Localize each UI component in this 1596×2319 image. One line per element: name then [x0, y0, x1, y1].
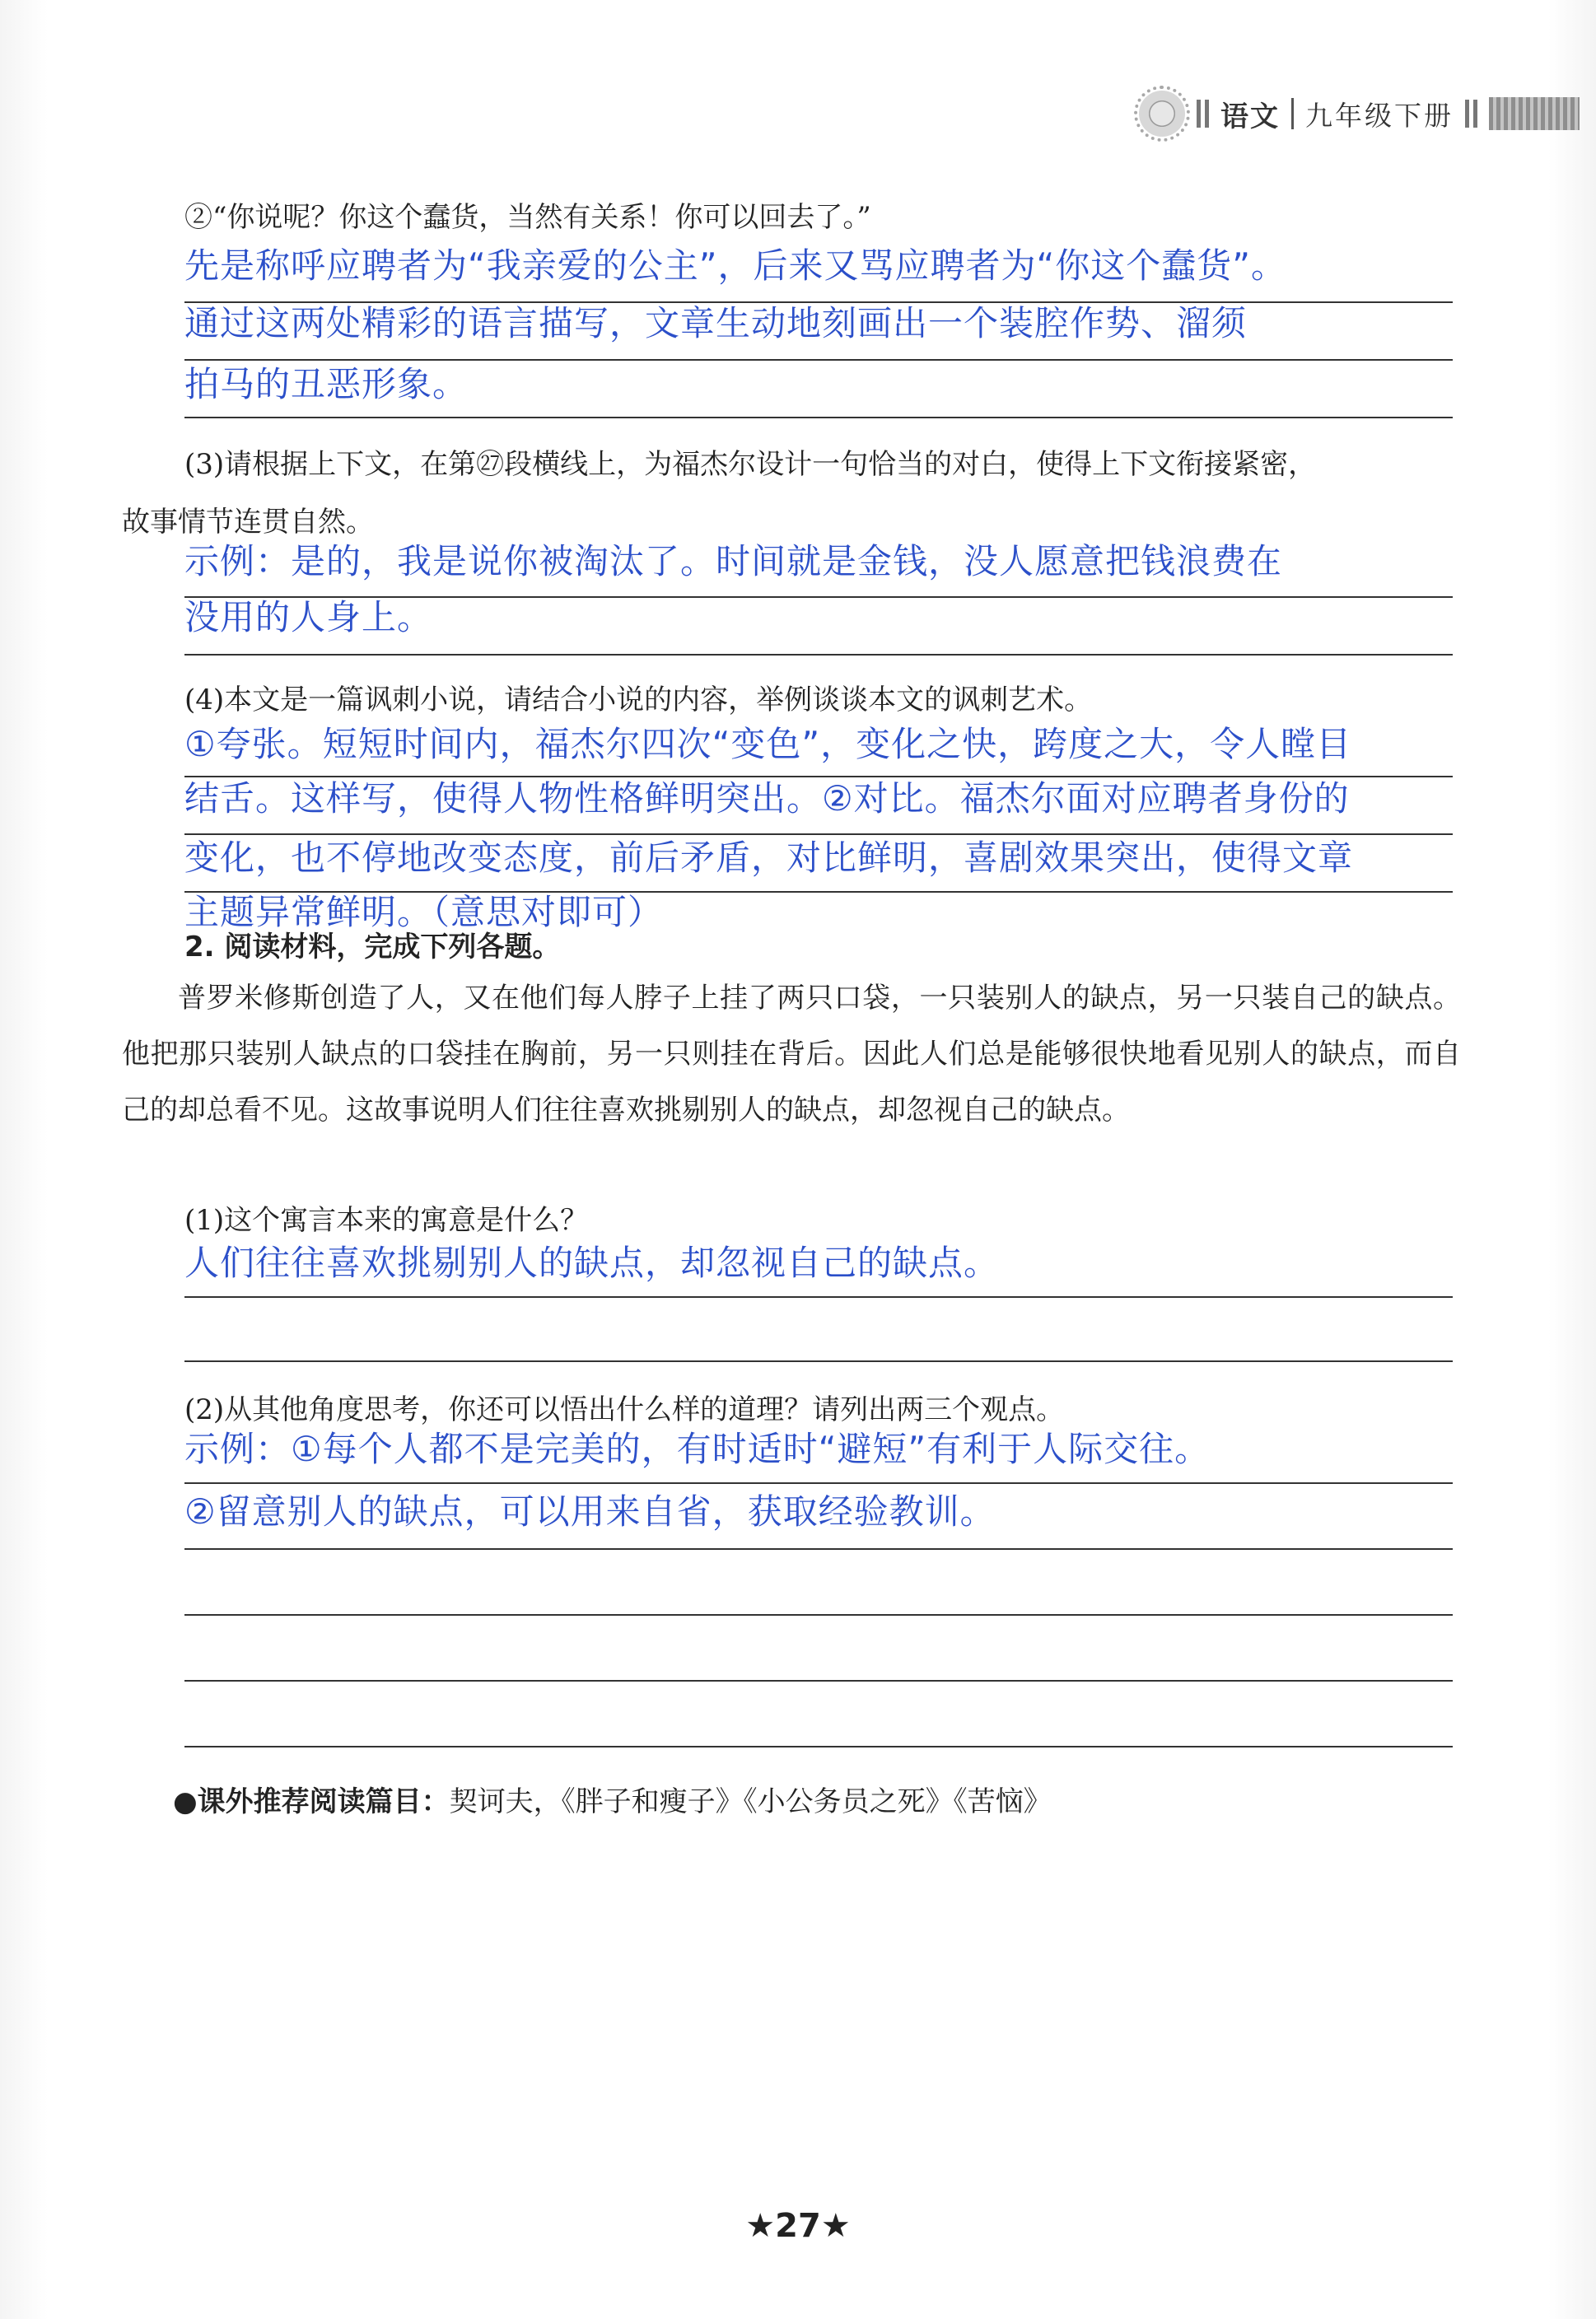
answer-rule [184, 1360, 1453, 1362]
sun-logo-icon [1139, 91, 1185, 137]
answer-rule [184, 654, 1453, 656]
answer-line: 人们往往喜欢挑剔别人的缺点，却忽视自己的缺点。 [184, 1243, 1000, 1283]
answer-line: 通过这两处精彩的语言描写，文章生动地刻画出一个装腔作势、溜须 [184, 303, 1248, 343]
divider-bars-icon [1465, 100, 1477, 128]
answer-rule [184, 1296, 1453, 1298]
divider-bars-icon [1197, 100, 1209, 128]
page-header [1139, 89, 1580, 138]
recommended-reading-label: ●课外推荐阅读篇目： [173, 1785, 450, 1818]
question-2-prompt: (2)从其他角度思考，你还可以悟出什么样的道理？请列出两三个观点。 [184, 1393, 1065, 1426]
answer-rule [184, 417, 1453, 418]
question-4-prompt: (4)本文是一篇讽刺小说，请结合小说的内容，举例谈谈本文的讽刺艺术。 [184, 684, 1093, 716]
question-3-prompt: (3)请根据上下文，在第㉗段横线上，为福杰尔设计一句恰当的对白，使得上下文衔接紧密， [184, 448, 1317, 481]
recommended-reading-titles: 契诃夫，《胖子和瘦子》《小公务员之死》《苦恼》 [449, 1785, 1052, 1818]
question-1-prompt: (1)这个寓言本来的寓意是什么？ [184, 1204, 589, 1237]
answer-line: 主题异常鲜明。（意思对即可） [184, 892, 664, 932]
answer-line: 示例：①每个人都不是完美的，有时适时“避短”有利于人际交往。 [184, 1429, 1211, 1469]
answer-rule [184, 1614, 1453, 1616]
answer-rule [184, 1548, 1453, 1550]
fable-passage: 普罗米修斯创造了人，又在他们每人脖子上挂了两只口袋，一只装别人的缺点，另一只装自己的缺点。他把那只装别人缺点的口袋挂在胸前，另一只则挂在背后。因此人们总是能够很快地看见别人的缺点，而自己的却总看不见。这故事说明人们往往喜欢挑剔别人的缺点，却忽视自己的缺点。 [122, 982, 1461, 1127]
answer-rule [184, 1680, 1453, 1682]
recommended-reading [173, 1779, 1052, 1819]
answer-line: ②留意别人的缺点，可以用来自省，获取经验教训。 [184, 1491, 996, 1532]
question-quote: ②“你说呢？你这个蠢货，当然有关系！你可以回去了。” [184, 201, 871, 234]
answer-line: 拍马的丑恶形象。 [184, 364, 469, 404]
answer-line: 先是称呼应聘者为“我亲爱的公主”，后来又骂应聘者为“你这个蠢货”。 [184, 245, 1287, 286]
answer-rule [184, 1482, 1453, 1484]
answer-line: 结舌。这样写，使得人物性格鲜明突出。②对比。福杰尔面对应聘者身份的 [184, 778, 1350, 819]
answer-line: 示例：是的，我是说你被淘汰了。时间就是金钱，没人愿意把钱浪费在 [184, 541, 1283, 581]
answer-line: ①夸张。短短时间内，福杰尔四次“变色”，变化之快，跨度之大，令人瞠目 [184, 724, 1352, 764]
answer-line: 没用的人身上。 [184, 597, 433, 637]
question-3-prompt-cont: 故事情节连贯自然。 [122, 506, 374, 539]
page-number: ★27★ [745, 2207, 851, 2245]
grade-label: 九年级下册 [1305, 99, 1454, 132]
header-separator [1291, 98, 1294, 129]
subject-label: 语文 [1220, 100, 1280, 133]
section-2-title: 2. 阅读材料，完成下列各题。 [184, 931, 561, 964]
header-band [1489, 97, 1580, 130]
answer-line: 变化，也不停地改变态度，前后矛盾，对比鲜明，喜剧效果突出，使得文章 [184, 838, 1354, 878]
answer-rule [184, 1746, 1453, 1747]
